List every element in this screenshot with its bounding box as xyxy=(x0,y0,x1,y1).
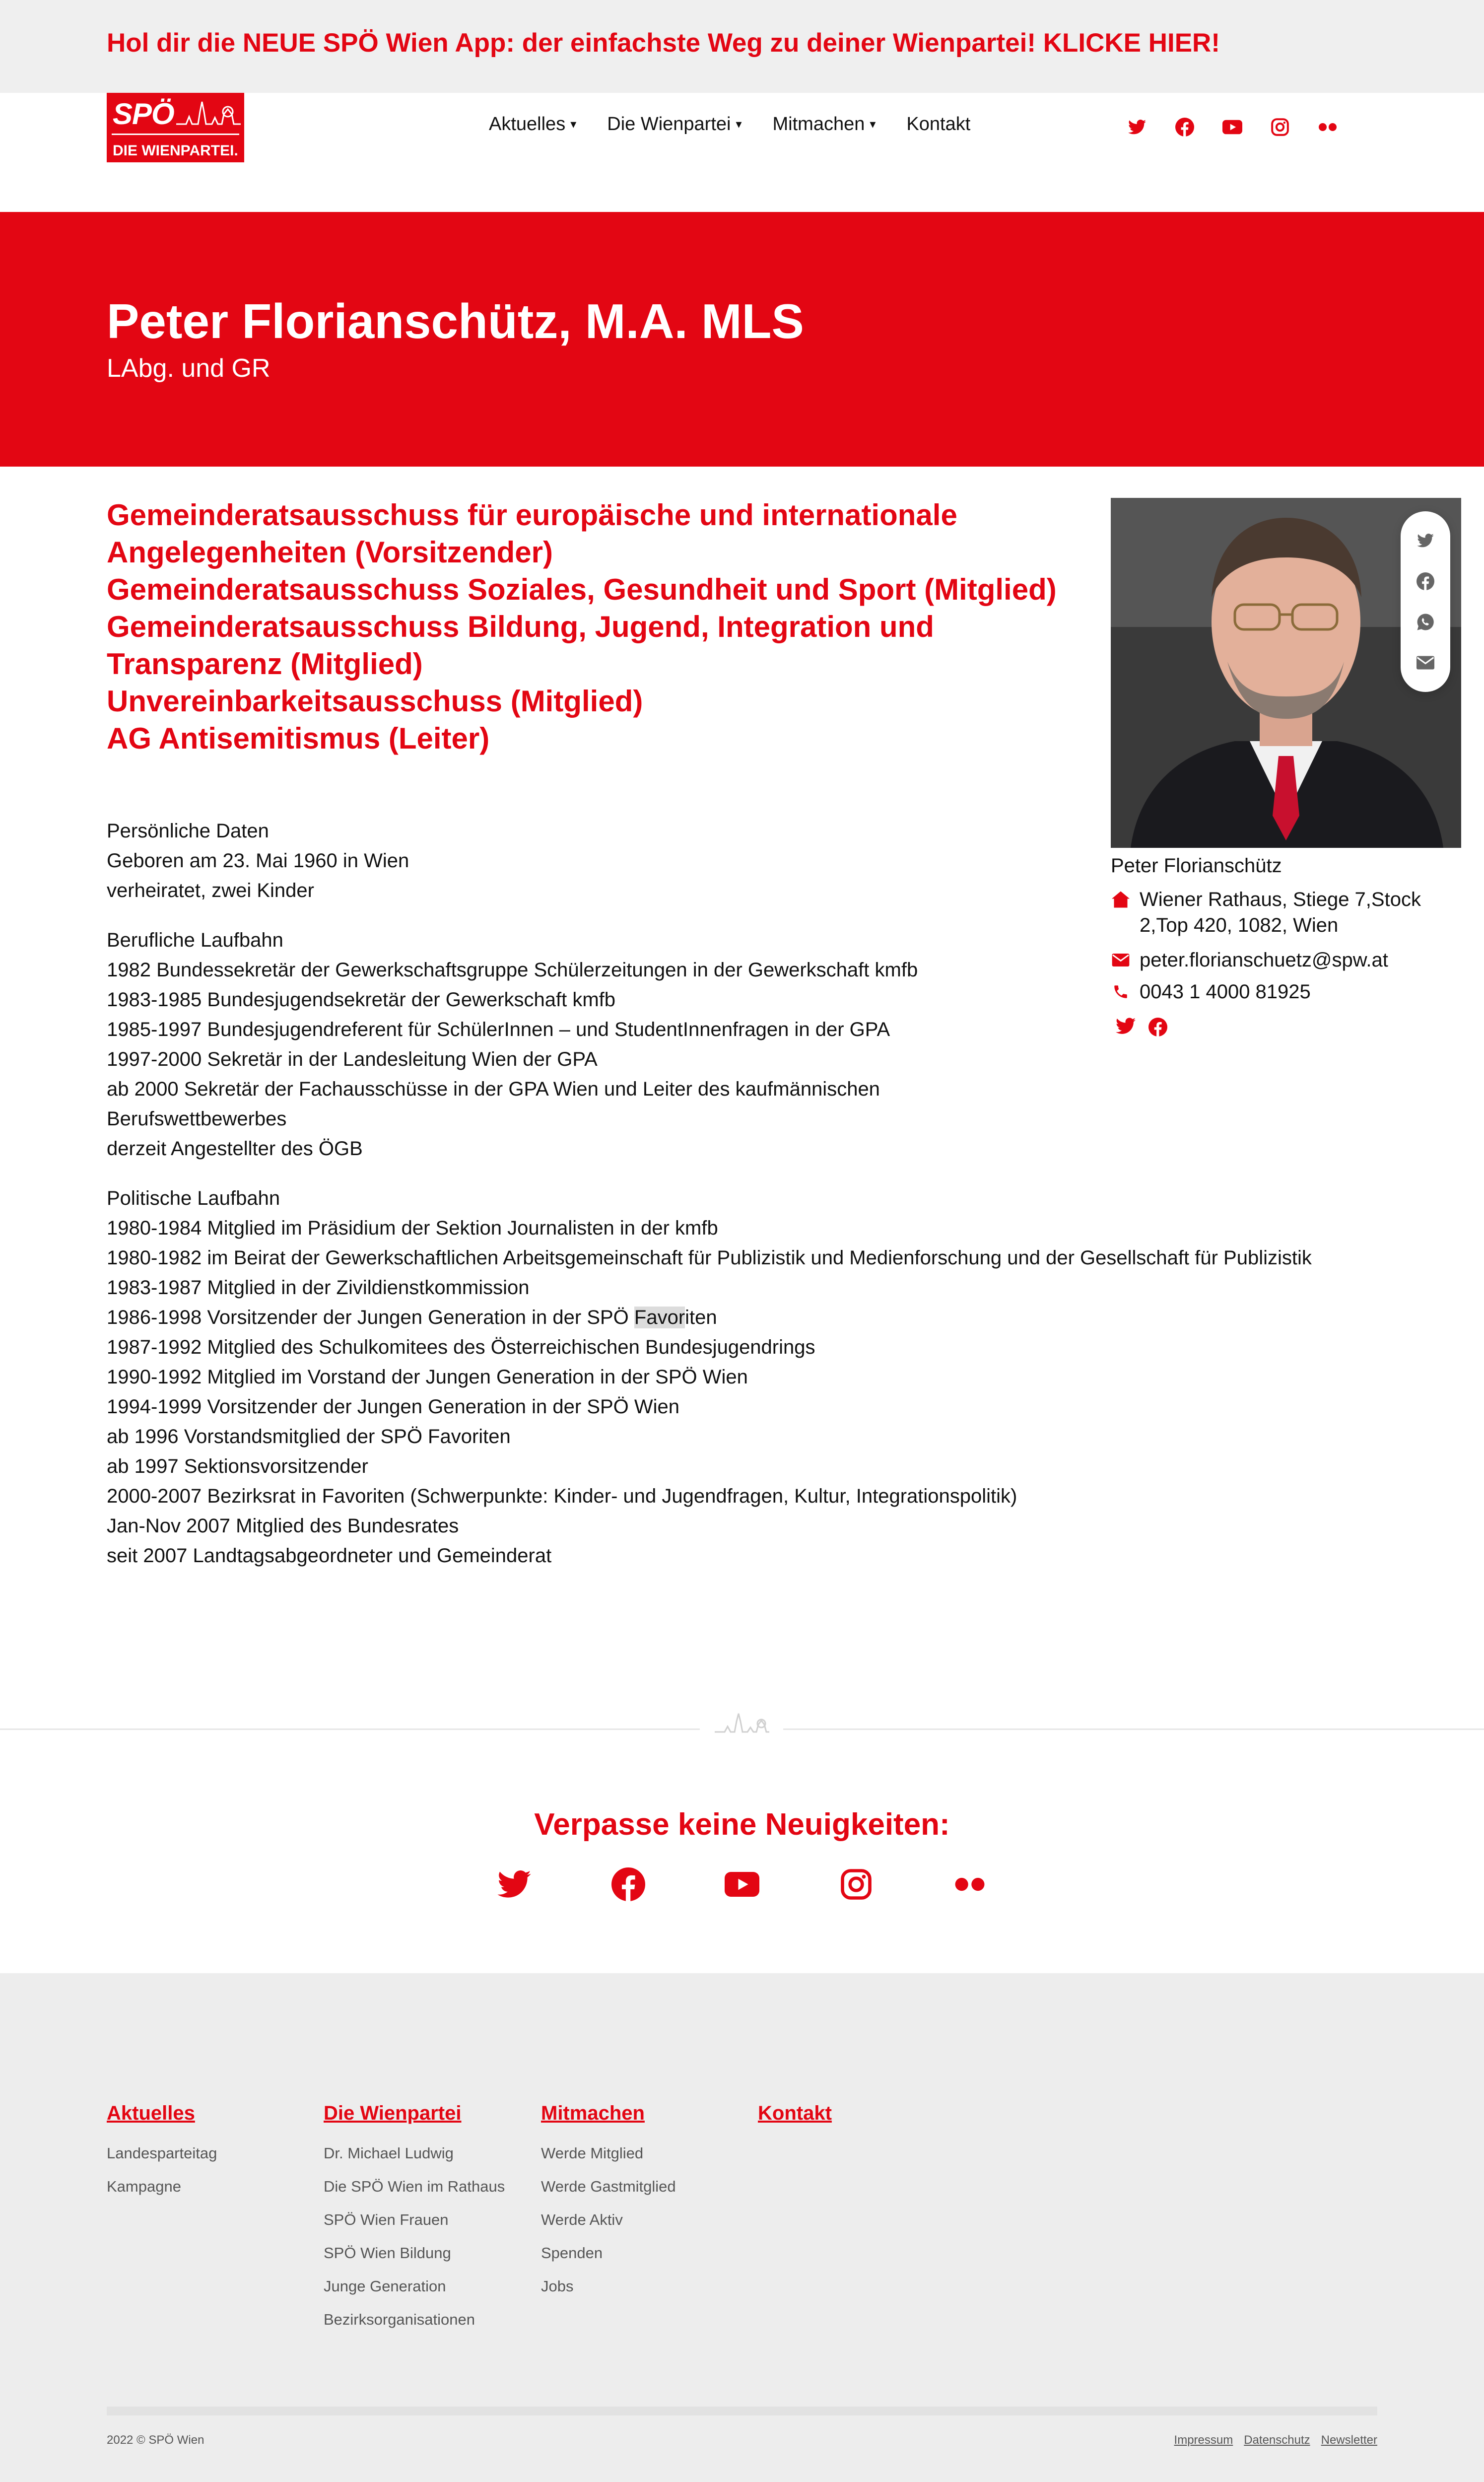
skyline-icon xyxy=(176,97,241,132)
page-subtitle: LAbg. und GR xyxy=(107,354,270,383)
copyright: 2022 © SPÖ Wien xyxy=(107,2433,204,2447)
footer-link[interactable]: Werde Gastmitglied xyxy=(541,2178,676,2195)
mail-icon[interactable] xyxy=(1416,653,1435,673)
footer-column-kontakt xyxy=(758,2102,832,2137)
footer-link[interactable]: Landesparteitag xyxy=(107,2144,217,2162)
main-nav xyxy=(489,114,970,135)
bio-line: verheiratet, zwei Kinder xyxy=(107,880,314,901)
nav-item-kontakt[interactable] xyxy=(906,114,970,135)
flickr-icon[interactable] xyxy=(952,1866,988,1902)
bio-line: 1980-1984 Mitglied im Präsidium der Sektion Journalisten in der kmfb xyxy=(107,1217,718,1239)
footer-link[interactable]: Bezirksorganisationen xyxy=(324,2311,475,2328)
footer-link[interactable]: Junge Generation xyxy=(324,2277,446,2295)
bio-line: 1982 Bundessekretär der Gewerkschaftsgruppe Schülerzeitungen in der Gewerkschaft kmfb xyxy=(107,959,918,981)
footer-column-mitmachen xyxy=(541,2102,676,2303)
bio-political-section xyxy=(107,1183,1397,1571)
legal-link-newsletter[interactable]: Newsletter xyxy=(1321,2433,1377,2447)
section-divider-left xyxy=(0,1728,700,1730)
committee-line: Gemeinderatsausschuss Soziales, Gesundheit und Sport (Mitglied) xyxy=(107,573,1057,606)
contact-email-text: peter.florianschuetz@spw.at xyxy=(1140,949,1388,971)
footer-link[interactable]: Werde Aktiv xyxy=(541,2211,623,2228)
footer-link[interactable]: Jobs xyxy=(541,2277,574,2295)
bio-line: ab 1997 Sektionsvorsitzender xyxy=(107,1455,368,1477)
contact-email[interactable] xyxy=(1111,947,1388,973)
bio-line: 1987-1992 Mitglied des Schulkomitees des Österreichischen Bundesjugendrings xyxy=(107,1336,815,1358)
spo-wien-logo[interactable] xyxy=(107,93,244,162)
committee-line: Angelegenheiten (Vorsitzender) xyxy=(107,536,553,569)
bio-line: 1990-1992 Mitglied im Vorstand der Jungen Generation in der SPÖ Wien xyxy=(107,1366,748,1388)
twitter-icon[interactable] xyxy=(1416,531,1435,551)
bio-line: 1983-1985 Bundesjugendsekretär der Gewerkschaft kmfb xyxy=(107,989,616,1011)
contact-social-links xyxy=(1116,1018,1167,1039)
twitter-icon[interactable] xyxy=(1126,116,1148,138)
bio-line: 1980-1982 im Beirat der Gewerkschaftlichen Arbeitsgemeinschaft für Publizistik und Medienforschung und der Gesellschaft für Publizistik xyxy=(107,1247,1312,1269)
bio-line: 1994-1999 Vorsitzender der Jungen Generation in der SPÖ Wien xyxy=(107,1396,680,1418)
youtube-icon[interactable] xyxy=(1221,116,1244,138)
logo-tagline: DIE WIENPARTEI. xyxy=(113,142,238,159)
footer-link[interactable]: Spenden xyxy=(541,2244,603,2262)
footer-divider xyxy=(107,2407,1377,2415)
footer-link[interactable]: Die SPÖ Wien im Rathaus xyxy=(324,2178,505,2195)
highlighted-text: Favor xyxy=(634,1307,685,1328)
committee-line: AG Antisemitismus (Leiter) xyxy=(107,722,490,755)
nav-item-aktuelles[interactable] xyxy=(489,114,576,135)
twitter-icon[interactable] xyxy=(1116,1018,1136,1039)
section-divider-right xyxy=(783,1728,1484,1730)
footer-link[interactable]: SPÖ Wien Bildung xyxy=(324,2244,451,2262)
skyline-divider-icon xyxy=(715,1710,769,1744)
flickr-icon[interactable] xyxy=(1316,116,1339,138)
bio-line: ab 1996 Vorstandsmitglied der SPÖ Favoriten xyxy=(107,1426,511,1448)
footer-heading-link[interactable]: Die Wienpartei xyxy=(324,2102,462,2124)
bio-text: iten xyxy=(685,1307,717,1328)
share-bar xyxy=(1401,511,1450,692)
footer-link[interactable]: Kampagne xyxy=(107,2178,181,2195)
bio-line: 1997-2000 Sekretär in der Landesleitung Wien der GPA xyxy=(107,1048,598,1070)
youtube-icon[interactable] xyxy=(724,1866,760,1902)
nav-item-die-wienpartei[interactable] xyxy=(607,114,742,135)
legal-link-datenschutz[interactable]: Datenschutz xyxy=(1244,2433,1310,2447)
footer-link[interactable]: Dr. Michael Ludwig xyxy=(324,2144,454,2162)
follow-social-links xyxy=(496,1866,988,1902)
bio-line: seit 2007 Landtagsabgeordneter und Gemeinderat xyxy=(107,1545,552,1567)
bio-line: 2000-2007 Bezirksrat in Favoriten (Schwerpunkte: Kinder- und Jugendfragen, Kultur, Integrationspolitik) xyxy=(107,1485,1017,1507)
facebook-icon[interactable] xyxy=(610,1866,646,1902)
footer-heading-link[interactable]: Kontakt xyxy=(758,2102,832,2124)
contact-name: Peter Florianschütz xyxy=(1111,855,1282,877)
bio-line: Berufswettbewerbes xyxy=(107,1108,287,1130)
instagram-icon[interactable] xyxy=(1269,116,1291,138)
facebook-icon[interactable] xyxy=(1148,1018,1167,1039)
committee-line: Unvereinbarkeitsausschuss (Mitglied) xyxy=(107,685,643,718)
bio-heading: Politische Laufbahn xyxy=(107,1187,280,1209)
bio-heading: Persönliche Daten xyxy=(107,820,269,842)
legal-links xyxy=(1174,2433,1377,2447)
follow-heading: Verpasse keine Neuigkeiten: xyxy=(534,1807,950,1842)
site-header xyxy=(0,93,1484,212)
bio-line: 1983-1987 Mitglied in der Zivildienstkommission xyxy=(107,1277,530,1299)
chevron-down-icon: ▾ xyxy=(870,118,876,131)
page-title: Peter Florianschütz, M.A. MLS xyxy=(107,294,804,348)
contact-phone[interactable] xyxy=(1111,979,1311,1005)
app-promo-banner xyxy=(0,0,1484,93)
bio-line: derzeit Angestellter des ÖGB xyxy=(107,1138,363,1160)
mail-icon xyxy=(1111,947,1131,973)
bio-line: Jan-Nov 2007 Mitglied des Bundesrates xyxy=(107,1515,459,1537)
bio-line xyxy=(107,1303,1397,1332)
contact-phone-text: 0043 1 4000 81925 xyxy=(1140,981,1311,1003)
contact-address-text: Wiener Rathaus, Stiege 7,Stock 2,Top 420, 1082, Wien xyxy=(1140,889,1421,936)
home-icon xyxy=(1111,887,1131,912)
committee-line: Gemeinderatsausschuss für europäische und internationale xyxy=(107,498,957,532)
legal-link-impressum[interactable]: Impressum xyxy=(1174,2433,1233,2447)
chevron-down-icon: ▾ xyxy=(570,118,577,131)
bio-line: Geboren am 23. Mai 1960 in Wien xyxy=(107,850,409,872)
footer-link[interactable]: SPÖ Wien Frauen xyxy=(324,2211,449,2228)
contact-address xyxy=(1111,887,1457,938)
nav-label: Die Wienpartei xyxy=(607,114,731,135)
footer-heading-link[interactable]: Mitmachen xyxy=(541,2102,645,2124)
logo-divider xyxy=(112,134,239,135)
chevron-down-icon: ▾ xyxy=(736,118,742,131)
footer-heading-link[interactable]: Aktuelles xyxy=(107,2102,195,2124)
nav-item-mitmachen[interactable] xyxy=(773,114,876,135)
whatsapp-icon[interactable] xyxy=(1416,612,1435,632)
bio-line: ab 2000 Sekretär der Fachausschüsse in der GPA Wien und Leiter des kaufmännischen xyxy=(107,1078,880,1100)
committee-line: Transparenz (Mitglied) xyxy=(107,647,423,681)
bio-heading: Berufliche Laufbahn xyxy=(107,929,283,951)
phone-icon xyxy=(1111,979,1131,1005)
nav-label: Aktuelles xyxy=(489,114,566,135)
footer-link[interactable]: Werde Mitglied xyxy=(541,2144,644,2162)
bio-line: 1985-1997 Bundesjugendreferent für SchülerInnen – und StudentInnenfragen in der GPA xyxy=(107,1019,890,1040)
nav-label: Kontakt xyxy=(906,114,971,135)
facebook-icon[interactable] xyxy=(1173,116,1196,138)
twitter-icon[interactable] xyxy=(496,1866,532,1902)
logo-wordmark: SPÖ xyxy=(113,97,174,131)
committee-line: Gemeinderatsausschuss Bildung, Jugend, Integration und xyxy=(107,610,934,643)
facebook-icon[interactable] xyxy=(1416,571,1435,591)
footer-column-aktuelles xyxy=(107,2102,217,2203)
instagram-icon[interactable] xyxy=(838,1866,874,1902)
site-footer xyxy=(0,1973,1484,2482)
footer-column-die-wienpartei xyxy=(324,2102,505,2336)
header-social-links xyxy=(1126,116,1339,138)
committee-list xyxy=(107,496,1099,757)
nav-label: Mitmachen xyxy=(772,114,865,135)
profile-hero xyxy=(0,212,1484,467)
bio-text: 1986-1998 Vorsitzender der Jungen Generation in der SPÖ xyxy=(107,1307,634,1328)
app-promo-link[interactable]: Hol dir die NEUE SPÖ Wien App: der einfachste Weg zu deiner Wienpartei! KLICKE HIER! xyxy=(107,28,1220,58)
